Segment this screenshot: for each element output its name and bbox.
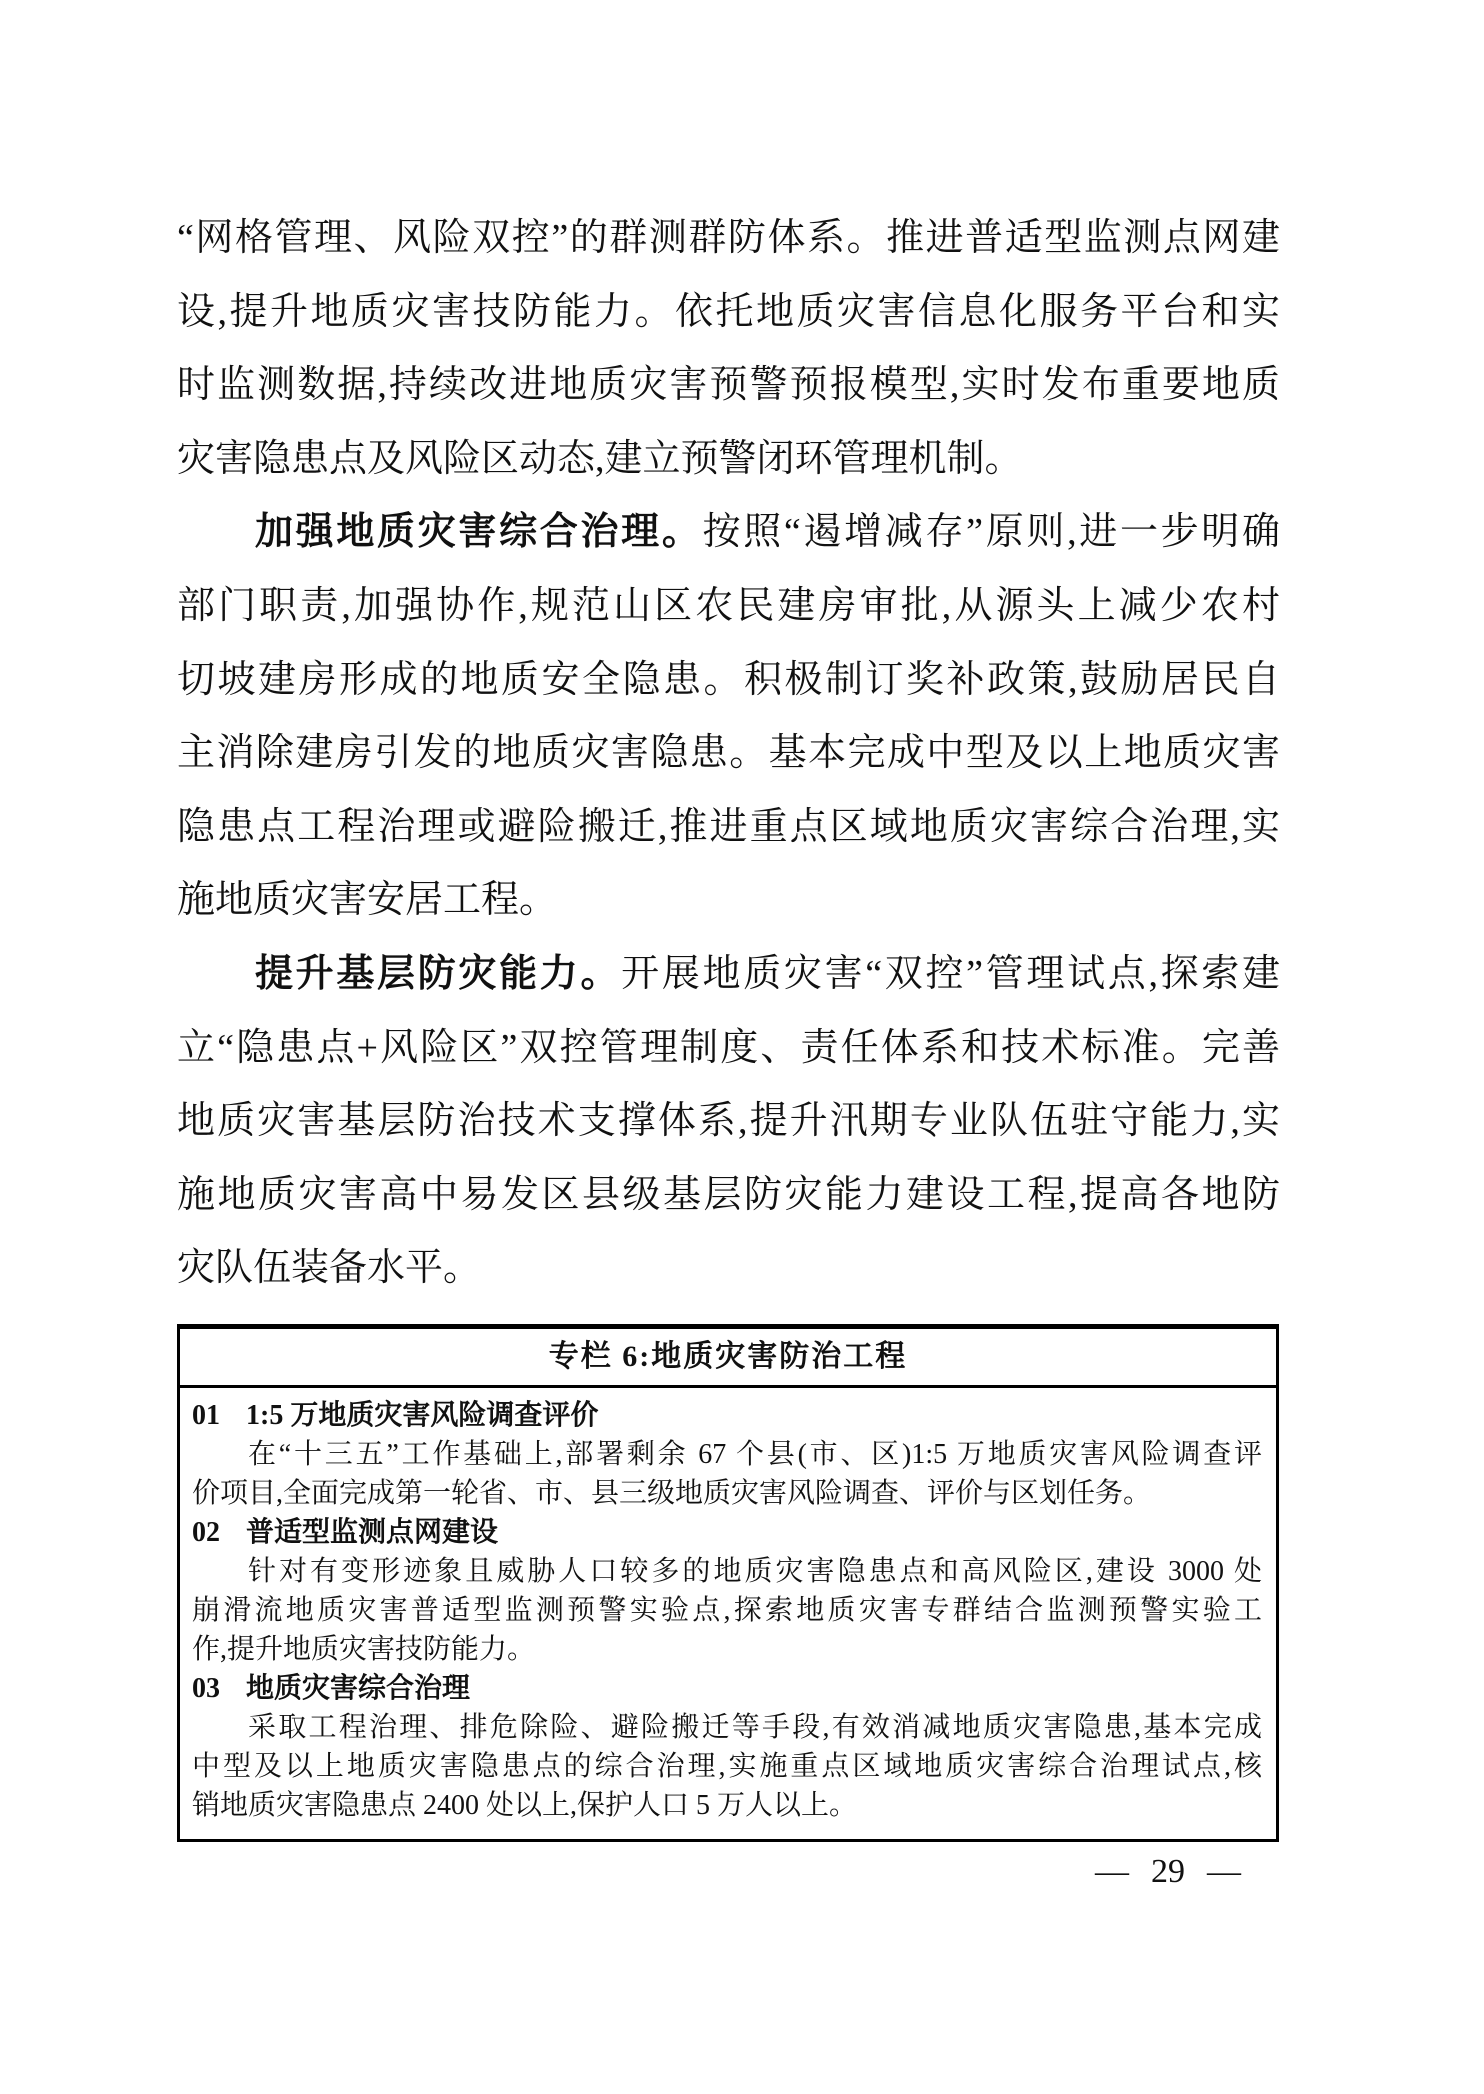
paragraph-line: 切坡建房形成的地质安全隐患。积极制订奖补政策,鼓励居民自 xyxy=(177,658,1280,701)
paragraph-line: 部门职责,加强协作,规范山区农民建房审批,从源头上减少农村 xyxy=(177,584,1280,627)
body-text xyxy=(177,202,1280,1306)
panel-item-title xyxy=(192,1669,1262,1708)
paragraph-text: 开展地质灾害“双控”管理试点,探索建 xyxy=(621,952,1280,995)
panel-item-title xyxy=(192,1396,1262,1435)
panel-body xyxy=(180,1388,1276,1839)
panel-item-title xyxy=(192,1513,1262,1552)
paragraph-line: 地质灾害基层防治技术支撑体系,提升汛期专业队伍驻守能力,实 xyxy=(177,1100,1280,1143)
panel-item-number: 03 xyxy=(192,1673,220,1704)
special-column-panel xyxy=(177,1324,1279,1842)
paragraph-line xyxy=(177,938,1280,1012)
footer-dash-right: — xyxy=(1207,1853,1241,1890)
paragraph-line: 施地质灾害高中易发区县级基层防灾能力建设工程,提高各地防 xyxy=(177,1173,1280,1216)
paragraph-lead: 提升基层防灾能力。 xyxy=(255,952,622,995)
paragraph-line: “网格管理、风险双控”的群测群防体系。推进普适型监测点网建 xyxy=(177,217,1280,259)
paragraph-line: 施地质灾害安居工程。 xyxy=(177,879,558,922)
panel-title: 专栏 6:地质灾害防治工程 xyxy=(180,1329,1276,1388)
footer-dash-left: — xyxy=(1095,1853,1129,1890)
panel-item-line: 崩滑流地质灾害普适型监测预警实验点,探索地质灾害专群结合监测预警实验工 xyxy=(192,1595,1262,1626)
panel-item-number: 02 xyxy=(192,1517,220,1548)
paragraph-line: 隐患点工程治理或避险搬迁,推进重点区域地质灾害综合治理,实 xyxy=(177,805,1280,848)
paragraph-line: 灾害隐患点及风险区动态,建立预警闭环管理机制。 xyxy=(177,437,1023,480)
panel-item-number: 01 xyxy=(192,1400,220,1431)
panel-item-line: 针对有变形迹象且威胁人口较多的地质灾害隐患点和高风险区,建设 3000 处 xyxy=(248,1556,1262,1587)
panel-item-title-text: 普适型监测点网建设 xyxy=(246,1517,499,1548)
paragraph-line: 主消除建房引发的地质灾害隐患。基本完成中型及以上地质灾害 xyxy=(177,732,1280,775)
panel-item-line: 价项目,全面完成第一轮省、市、县三级地质灾害风险调查、评价与区划任务。 xyxy=(192,1478,1152,1509)
paragraph-line: 立“隐患点+风险区”双控管理制度、责任体系和技术标准。完善 xyxy=(177,1026,1280,1069)
panel-item-title-text: 1:5 万地质灾害风险调查评价 xyxy=(246,1400,599,1431)
paragraph-line: 时监测数据,持续改进地质灾害预警预报模型,实时发布重要地质 xyxy=(177,364,1280,407)
paragraph-line: 设,提升地质灾害技防能力。依托地质灾害信息化服务平台和实 xyxy=(177,290,1280,333)
panel-item-line: 销地质灾害隐患点 2400 处以上,保护人口 5 万人以上。 xyxy=(192,1790,858,1821)
paragraph-line xyxy=(177,496,1280,570)
paragraph-text: 按照“遏增减存”原则,进一步明确 xyxy=(702,511,1280,554)
panel-item-line: 中型及以上地质灾害隐患点的综合治理,实施重点区域地质灾害综合治理试点,核 xyxy=(192,1751,1262,1782)
panel-item-line: 在“十三五”工作基础上,部署剩余 67 个县(市、区)1:5 万地质灾害风险调查评 xyxy=(248,1439,1262,1470)
panel-item-line: 采取工程治理、排危除险、避险搬迁等手段,有效消减地质灾害隐患,基本完成 xyxy=(248,1712,1262,1743)
panel-item-line: 作,提升地质灾害技防能力。 xyxy=(192,1634,536,1665)
footer-page-number: 29 xyxy=(1151,1853,1185,1890)
paragraph-line: 灾队伍装备水平。 xyxy=(177,1247,482,1290)
page-number-footer xyxy=(1018,1850,1318,1894)
panel-item-title-text: 地质灾害综合治理 xyxy=(246,1673,471,1704)
paragraph-lead: 加强地质灾害综合治理。 xyxy=(255,511,703,554)
